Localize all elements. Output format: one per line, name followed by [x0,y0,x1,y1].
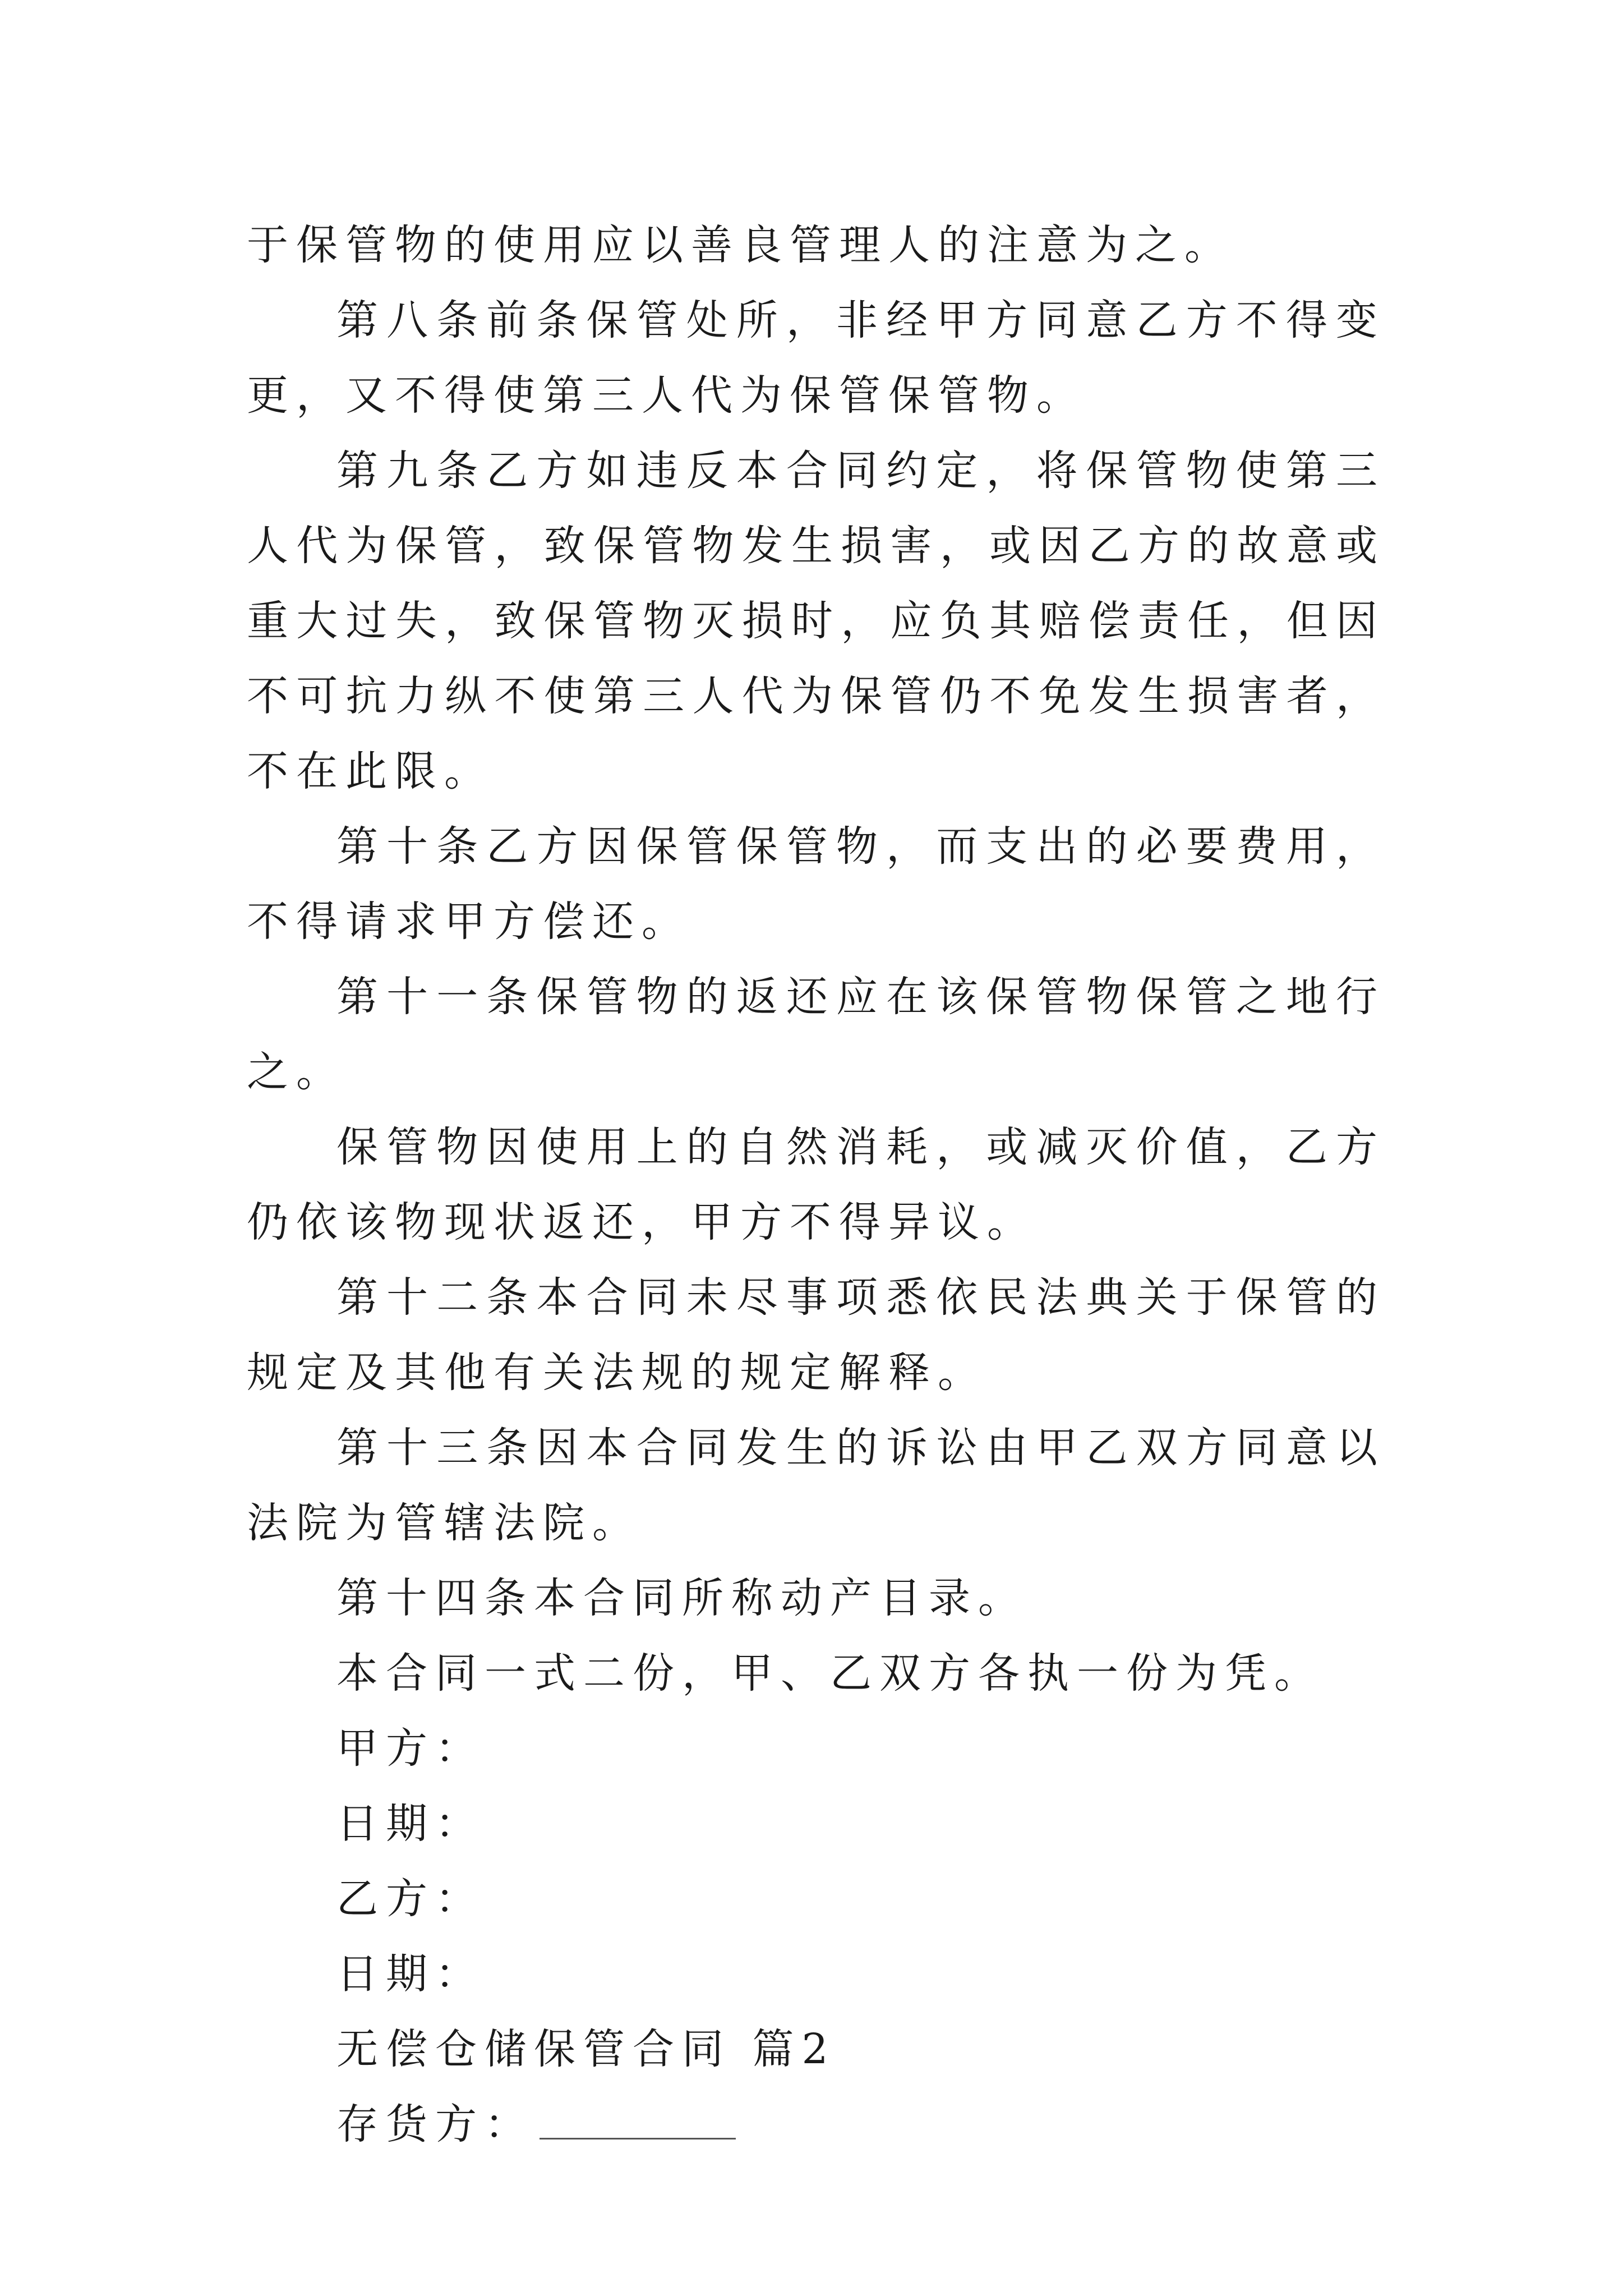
paragraph-article-11-cont: 保管物因使用上的自然消耗，或减灭价值，乙方仍依该物现状返还，甲方不得异议。 [247,1123,1385,1246]
paragraph-article-10: 第十条乙方因保管保管物，而支出的必要费用，不得请求甲方偿还。 [247,822,1385,946]
depositor-line [247,2087,1385,2162]
paragraph-article-9: 第九条乙方如违反本合同约定，将保管物使第三人代为保管，致保管物发生损害，或因乙方的故意或重大过失，致保管物灭损时，应负其赔偿责任，但因不可抗力纵不使第三人代为保管仍不免发生损害者，不在此限。 [247,447,1385,795]
paragraph-article-13: 第十三条因本合同发生的诉讼由甲乙双方同意以法院为管辖法院。 [247,1424,1385,1547]
paragraph-article-11: 第十一条保管物的返还应在该保管物保管之地行之。 [247,973,1385,1096]
party-a-label: 甲方： [336,1724,485,1773]
depositor-label: 存货方： [336,2100,534,2148]
paragraph-article-14: 第十四条本合同所称动产目录。 [336,1574,1027,1622]
depositor-blank-line [540,2136,736,2139]
paragraph-continuation: 于保管物的使用应以善良管理人的注意为之。 [247,221,1234,269]
paragraph-article-8: 第八条前条保管处所，非经甲方同意乙方不得变更，又不得使第三人代为保管保管物。 [247,296,1385,420]
paragraph-copies: 本合同一式二份，甲、乙双方各执一份为凭。 [336,1649,1324,1697]
party-b-label: 乙方： [336,1875,485,1923]
date-label-b: 日期： [336,1950,485,1998]
date-label-a: 日期： [336,1800,485,1848]
section-heading: 无偿仓储保管合同 篇2 [336,2025,836,2073]
document-page [247,208,1385,2162]
paragraph-article-12: 第十二条本合同未尽事项悉依民法典关于保管的规定及其他有关法规的规定解释。 [247,1273,1385,1397]
